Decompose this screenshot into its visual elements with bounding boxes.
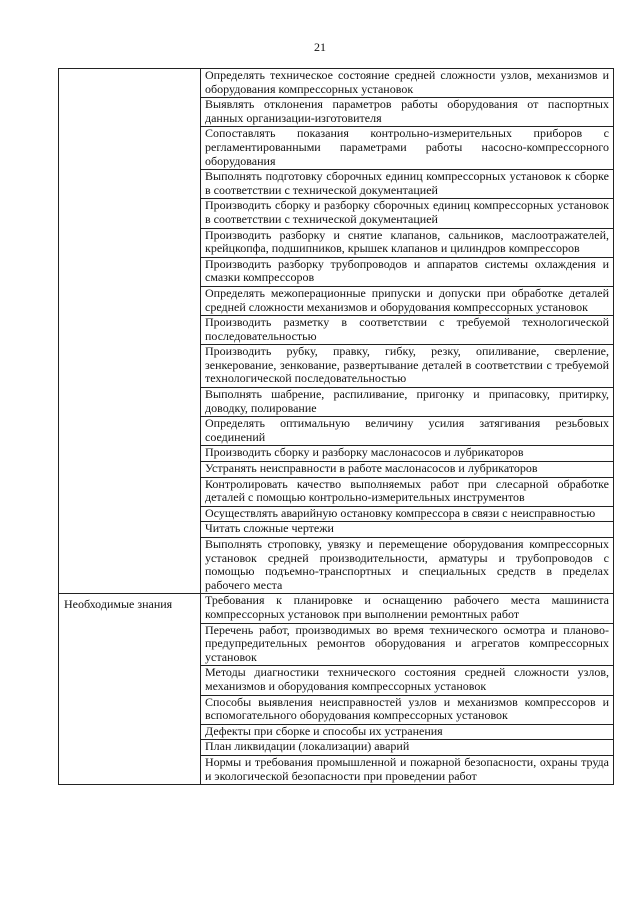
skill-item: Сопоставлять показания контрольно-измерительных приборов с регламентированными параметрами работы насосно-компрессорного оборудования xyxy=(201,127,613,170)
skills-row xyxy=(59,69,614,594)
skill-item: Производить разборку и снятие клапанов, сальников, маслоотражателей, крейцкопфа, подшипников, крышек клапанов и цилиндров компрессоров xyxy=(201,229,613,258)
skill-item: Контролировать качество выполняемых работ при слесарной обработке деталей с помощью контрольно-измерительных инструментов xyxy=(201,478,613,507)
knowledge-item: Дефекты при сборке и способы их устранения xyxy=(201,725,613,741)
skill-item: Производить сборку и разборку сборочных единиц компрессорных установок в соответствии с технической документацией xyxy=(201,199,613,228)
skills-label-cell xyxy=(59,69,201,594)
skill-item: Выявлять отклонения параметров работы оборудования от паспортных данных организации-изготовителя xyxy=(201,98,613,127)
skill-item: Выполнять подготовку сборочных единиц компрессорных установок к сборке в соответствии с технической документацией xyxy=(201,170,613,199)
skill-item: Определять оптимальную величину усилия затягивания резьбовых соединений xyxy=(201,417,613,446)
knowledge-item: Способы выявления неисправностей узлов и механизмов компрессоров и вспомогательного оборудования компрессорных установок xyxy=(201,696,613,725)
knowledge-row xyxy=(59,594,614,785)
knowledge-item: Перечень работ, производимых во время технического осмотра и планово-предупредительных ремонтов оборудования и агрегатов компрессорных установок xyxy=(201,624,613,667)
skill-item: Производить разборку трубопроводов и аппаратов системы охлаждения и смазки компрессоров xyxy=(201,258,613,287)
knowledge-item: Требования к планировке и оснащению рабочего места машиниста компрессорных установок при выполнении ремонтных работ xyxy=(201,594,613,623)
knowledge-cell xyxy=(201,594,614,785)
skill-item: Осуществлять аварийную остановку компрессора в связи с неисправностью xyxy=(201,507,613,523)
skill-item: Устранять неисправности в работе маслонасосов и лубрикаторов xyxy=(201,462,613,478)
knowledge-label: Необходимые знания xyxy=(59,594,201,785)
skill-item: Производить рубку, правку, гибку, резку, опиливание, сверление, зенкерование, зенкование, развертывание деталей в соответствии с требуемой технологической последовательностью xyxy=(201,345,613,388)
page-number: 21 xyxy=(314,40,326,54)
skill-item: Производить разметку в соответствии с требуемой технологической последовательностью xyxy=(201,316,613,345)
knowledge-item: План ликвидации (локализации) аварий xyxy=(201,740,613,756)
skill-item: Определять техническое состояние средней сложности узлов, механизмов и оборудования компрессорных установок xyxy=(201,69,613,98)
skill-item: Определять межоперационные припуски и допуски при обработке деталей средней сложности механизмов и оборудования компрессорных установок xyxy=(201,287,613,316)
knowledge-item: Нормы и требования промышленной и пожарной безопасности, охраны труда и экологической безопасности при проведении работ xyxy=(205,754,609,783)
skill-item: Выполнять шабрение, распиливание, пригонку и припасовку, притирку, доводку, полирование xyxy=(201,388,613,417)
skills-cell xyxy=(201,69,614,594)
competency-table xyxy=(58,68,614,785)
skill-item: Производить сборку и разборку маслонасосов и лубрикаторов xyxy=(201,446,613,462)
knowledge-item: Методы диагностики технического состояния средней сложности узлов, механизмов и оборудования компрессорных установок xyxy=(201,666,613,695)
skill-item: Выполнять строповку, увязку и перемещение оборудования компрессорных установок средней производительности, арматуры и трубопроводов с помощью подъемно-транспортных и специальных средств в пределах рабочего места xyxy=(205,537,609,592)
skill-item: Читать сложные чертежи xyxy=(201,522,613,538)
